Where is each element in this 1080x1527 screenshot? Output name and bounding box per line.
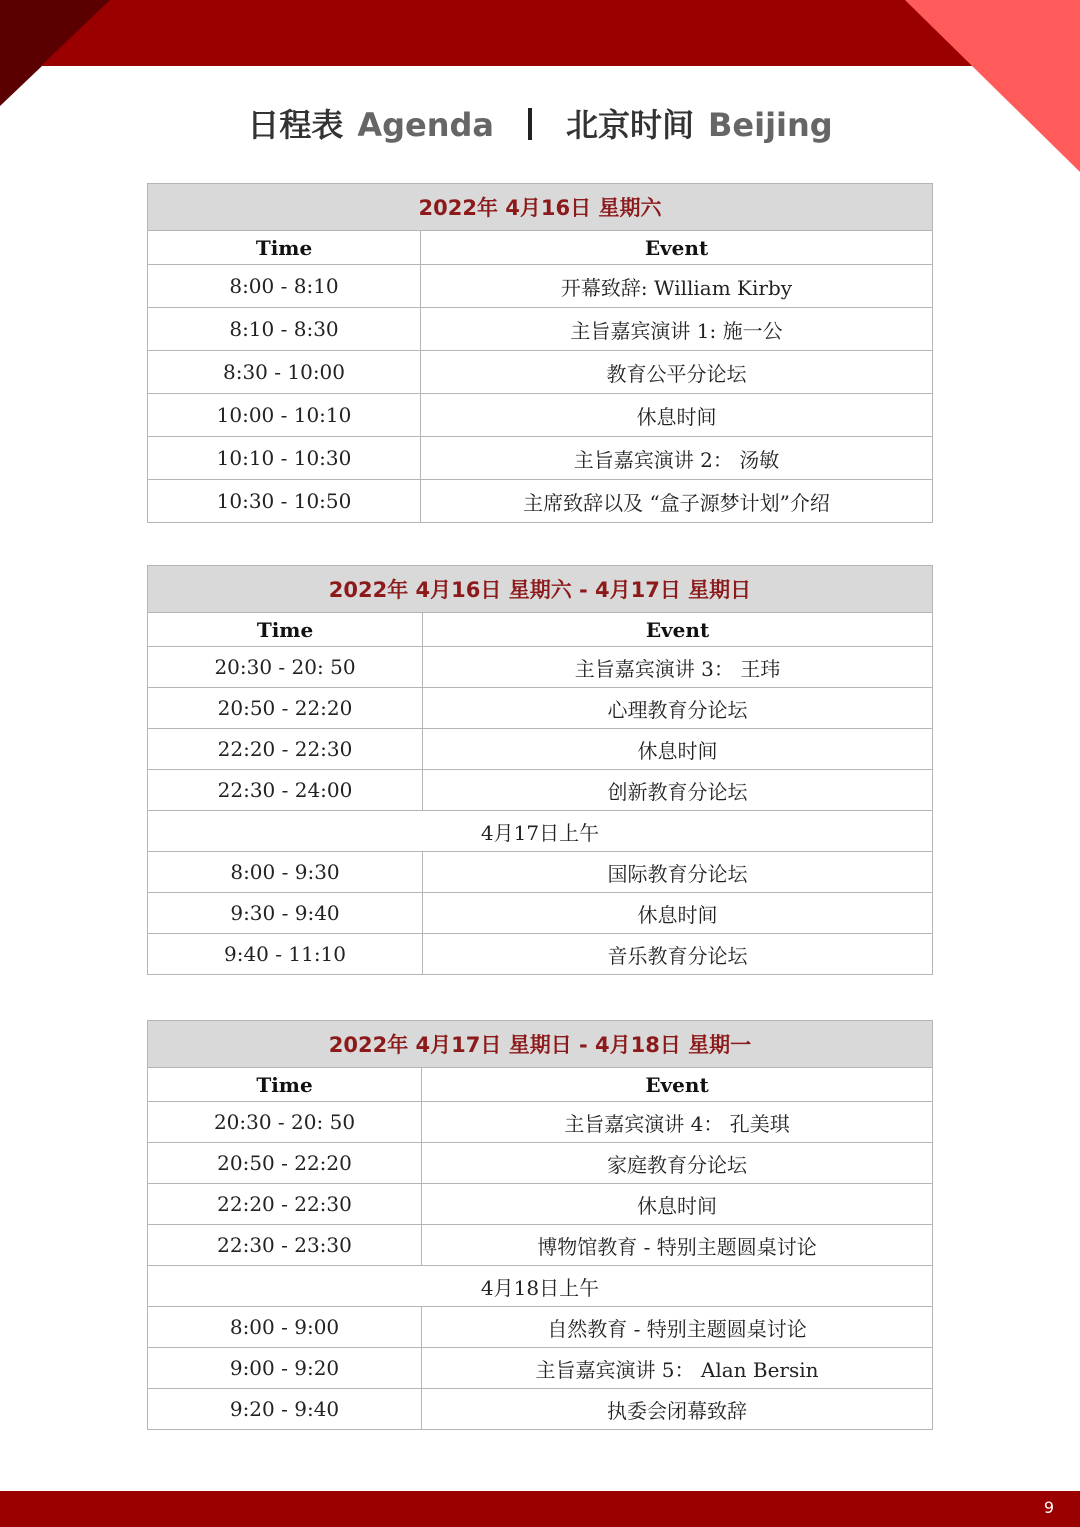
time-column-header: Time: [148, 231, 421, 265]
time-cell: 20:50 - 22:20: [148, 1143, 422, 1184]
event-cell: 休息时间: [421, 394, 933, 437]
table-row: [148, 394, 933, 437]
time-cell: 9:00 - 9:20: [148, 1348, 422, 1389]
time-cell: 10:00 - 10:10: [148, 394, 421, 437]
time-column-header: Time: [148, 1068, 422, 1102]
table-row: [148, 1307, 933, 1348]
time-cell: 22:20 - 22:30: [148, 729, 423, 770]
table-row: [148, 1184, 933, 1225]
event-column-header: Event: [423, 613, 933, 647]
time-cell: 20:30 - 20: 50: [148, 647, 423, 688]
event-cell: 博物馆教育 - 特别主题圆桌讨论: [422, 1225, 933, 1266]
event-cell: 主旨嘉宾演讲 1: 施一公: [421, 308, 933, 351]
event-cell: 主旨嘉宾演讲 2： 汤敏: [421, 437, 933, 480]
event-cell: 国际教育分论坛: [423, 852, 933, 893]
time-cell: 9:40 - 11:10: [148, 934, 423, 975]
table-row: [148, 351, 933, 394]
time-cell: 8:00 - 9:30: [148, 852, 423, 893]
event-cell: 家庭教育分论坛: [422, 1143, 933, 1184]
time-cell: 8:00 - 8:10: [148, 265, 421, 308]
event-cell: 心理教育分论坛: [423, 688, 933, 729]
bottom-banner: [0, 1491, 1080, 1527]
timezone-en: Beijing: [708, 106, 833, 144]
event-cell: 休息时间: [423, 893, 933, 934]
time-cell: 20:30 - 20: 50: [148, 1102, 422, 1143]
table-row: [148, 770, 933, 811]
agenda-table-apr17-18: [147, 1020, 933, 1430]
table-row: [148, 934, 933, 975]
event-cell: 主旨嘉宾演讲 4： 孔美琪: [422, 1102, 933, 1143]
page-title: [0, 100, 1080, 146]
title-cn: 日程表: [247, 106, 344, 144]
subheading-row: [148, 811, 933, 852]
day-subheading: 4月18日上午: [148, 1266, 933, 1307]
time-cell: 8:10 - 8:30: [148, 308, 421, 351]
date-header: 2022年 4月17日 星期日 - 4月18日 星期一: [148, 1021, 933, 1068]
date-header: 2022年 4月16日 星期六: [148, 184, 933, 231]
time-cell: 8:30 - 10:00: [148, 351, 421, 394]
table-row: [148, 852, 933, 893]
time-column-header: Time: [148, 613, 423, 647]
table-row: [148, 1225, 933, 1266]
date-header: 2022年 4月16日 星期六 - 4月17日 星期日: [148, 566, 933, 613]
event-cell: 音乐教育分论坛: [423, 934, 933, 975]
time-cell: 9:20 - 9:40: [148, 1389, 422, 1430]
event-cell: 自然教育 - 特别主题圆桌讨论: [422, 1307, 933, 1348]
table-row: [148, 1102, 933, 1143]
title-separator: [528, 108, 532, 140]
table-row: [148, 1389, 933, 1430]
time-cell: 10:10 - 10:30: [148, 437, 421, 480]
event-cell: 主席致辞以及 “盒子源梦计划”介绍: [421, 480, 933, 523]
time-cell: 9:30 - 9:40: [148, 893, 423, 934]
event-cell: 开幕致辞: William Kirby: [421, 265, 933, 308]
table-row: [148, 688, 933, 729]
table-row: [148, 437, 933, 480]
time-cell: 20:50 - 22:20: [148, 688, 423, 729]
top-right-corner-decoration: [905, 0, 1080, 172]
agenda-table-apr16-morning: [147, 183, 933, 523]
table-row: [148, 647, 933, 688]
table-row: [148, 729, 933, 770]
subheading-row: [148, 1266, 933, 1307]
table-row: [148, 265, 933, 308]
event-column-header: Event: [421, 231, 933, 265]
event-cell: 休息时间: [422, 1184, 933, 1225]
time-cell: 8:00 - 9:00: [148, 1307, 422, 1348]
time-cell: 10:30 - 10:50: [148, 480, 421, 523]
page-number: 9: [1043, 1498, 1054, 1517]
event-cell: 创新教育分论坛: [423, 770, 933, 811]
day-subheading: 4月17日上午: [148, 811, 933, 852]
event-cell: 主旨嘉宾演讲 5： Alan Bersin: [422, 1348, 933, 1389]
time-cell: 22:30 - 23:30: [148, 1225, 422, 1266]
event-cell: 休息时间: [423, 729, 933, 770]
event-cell: 主旨嘉宾演讲 3： 王玮: [423, 647, 933, 688]
time-cell: 22:30 - 24:00: [148, 770, 423, 811]
table-row: [148, 1143, 933, 1184]
event-column-header: Event: [422, 1068, 933, 1102]
table-row: [148, 1348, 933, 1389]
table-row: [148, 480, 933, 523]
event-cell: 教育公平分论坛: [421, 351, 933, 394]
title-en: Agenda: [357, 106, 494, 144]
event-cell: 执委会闭幕致辞: [422, 1389, 933, 1430]
time-cell: 22:20 - 22:30: [148, 1184, 422, 1225]
timezone-cn: 北京时间: [565, 106, 694, 144]
table-row: [148, 893, 933, 934]
table-row: [148, 308, 933, 351]
agenda-table-apr16-17: [147, 565, 933, 975]
